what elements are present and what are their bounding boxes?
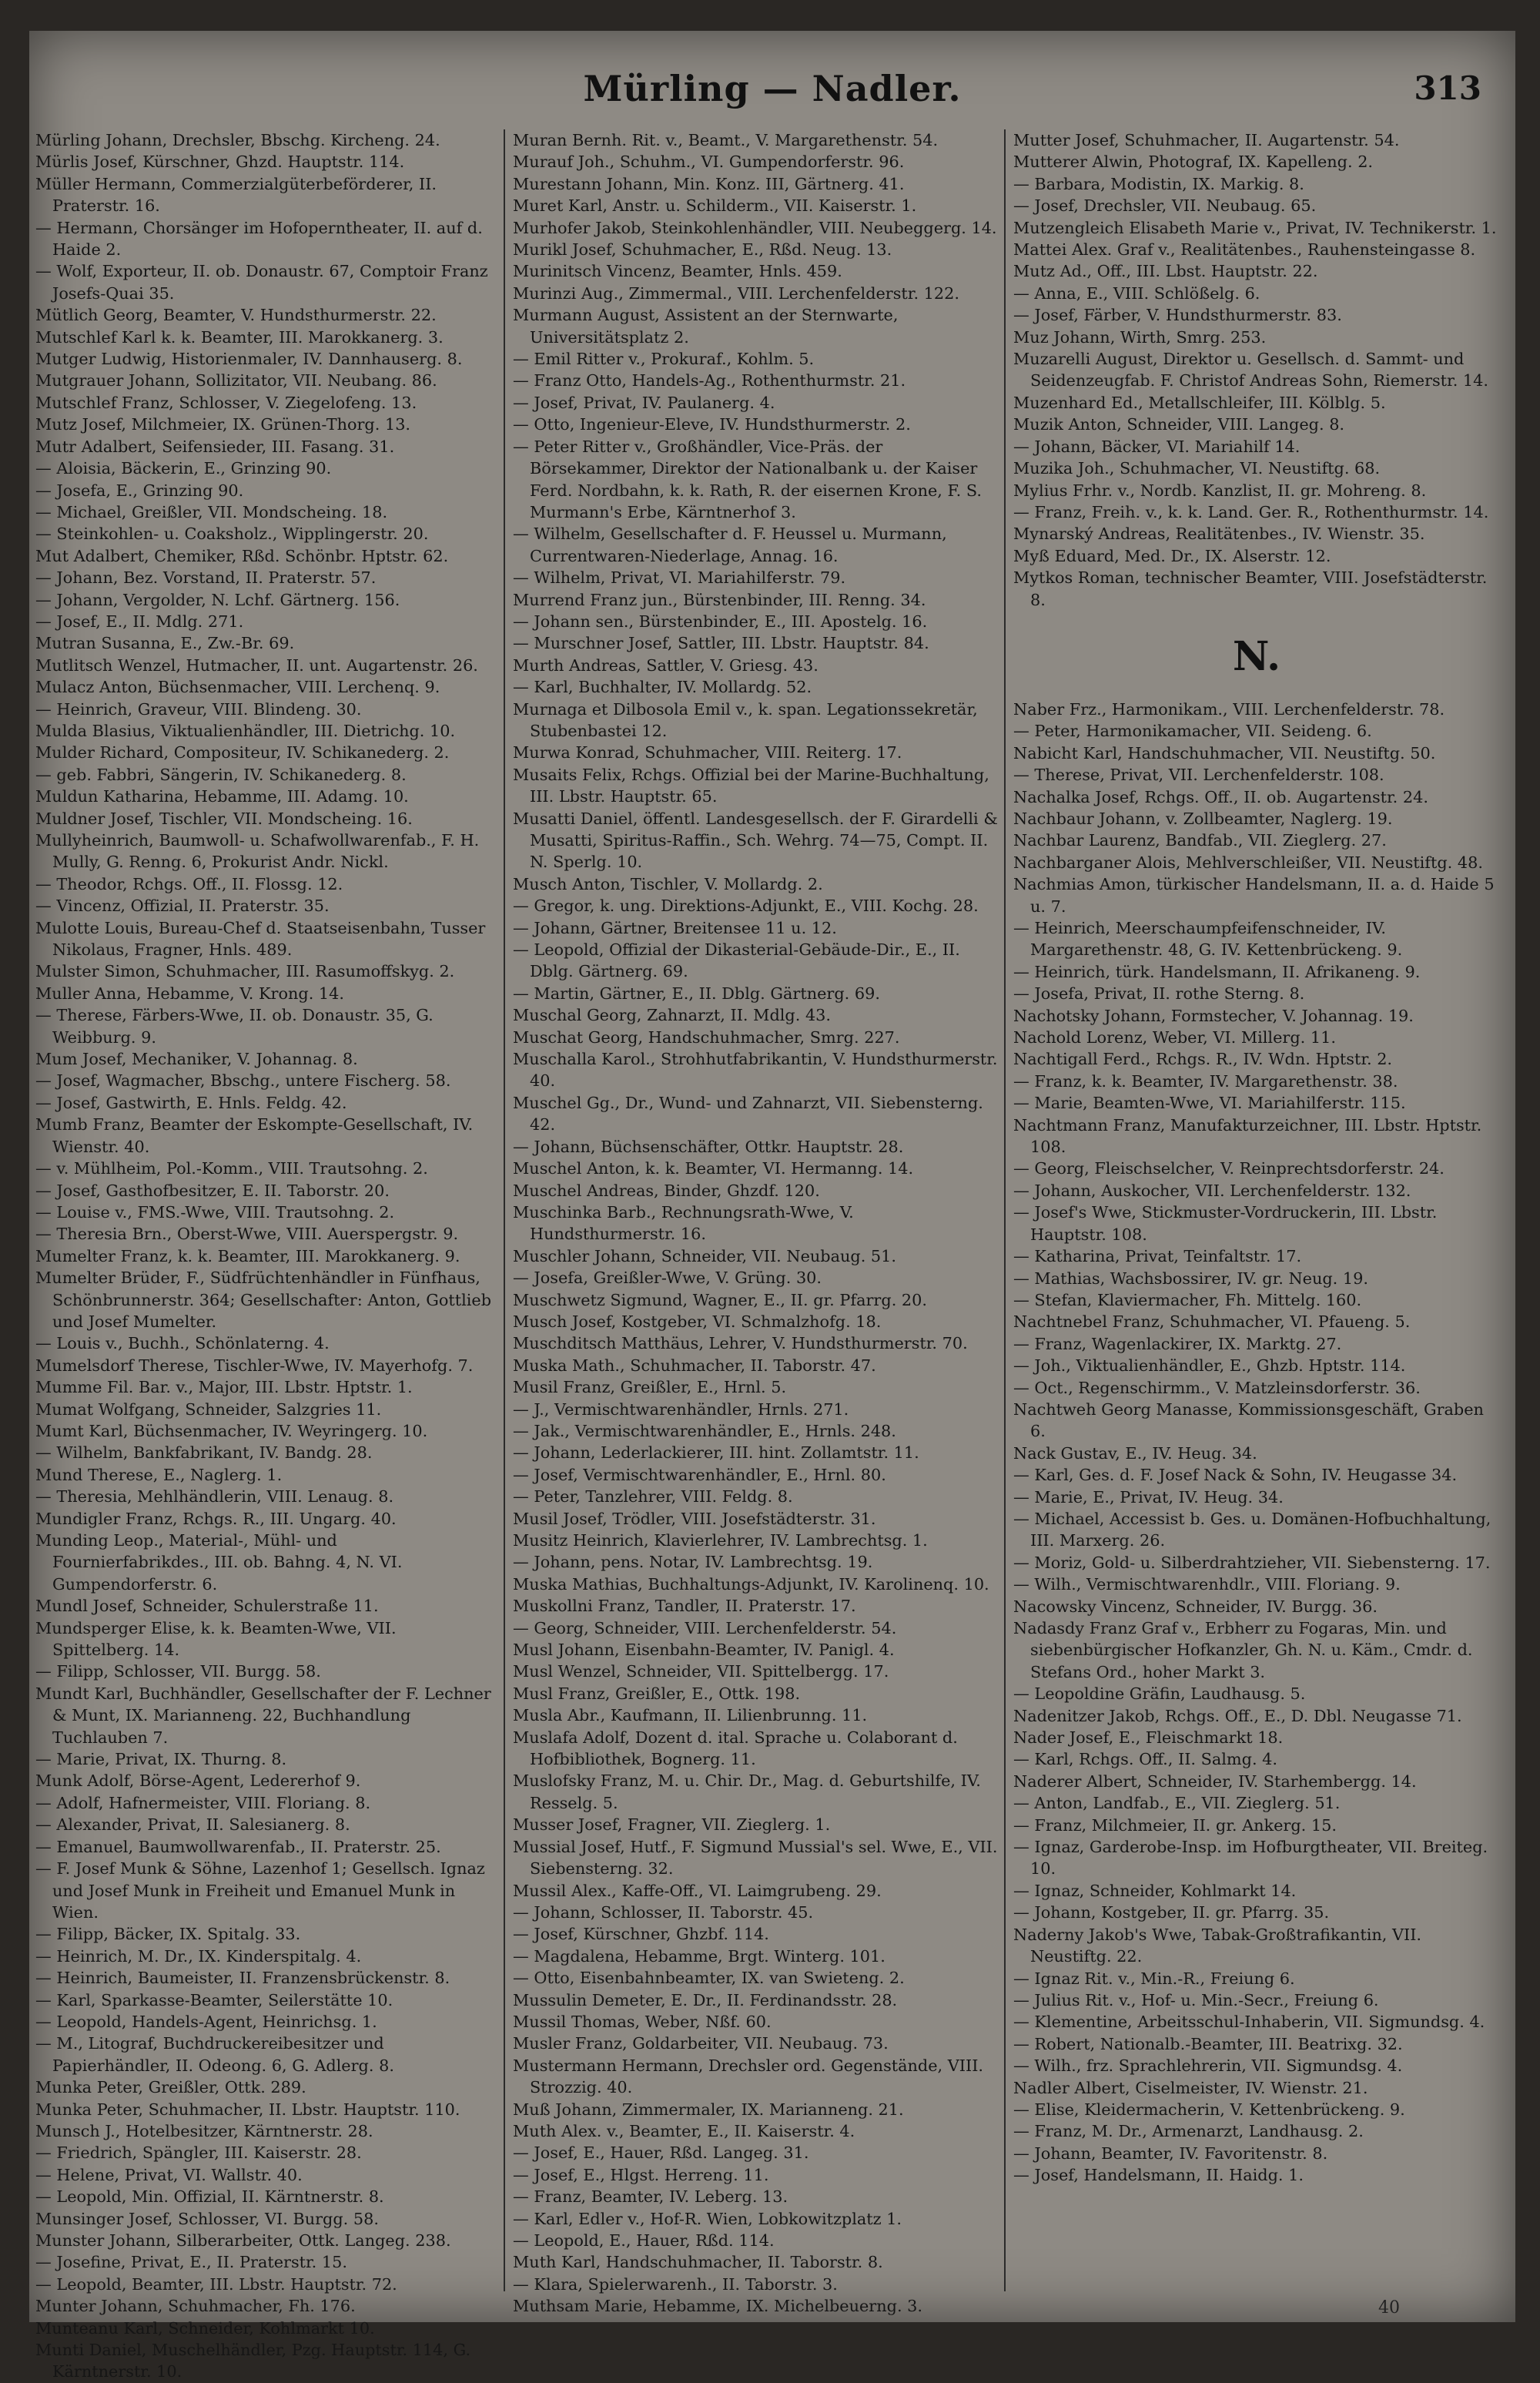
directory-entry: Mumt Karl, Büchsenmacher, IV. Weyringerg. 10. [35,1421,428,1440]
directory-entry: — Mathias, Wachsbossirer, IV. gr. Neug. 19. [1013,1269,1368,1288]
directory-entry: — Josefa, Privat, II. rothe Sterng. 8. [1013,984,1305,1004]
directory-entry: Mulster Simon, Schuhmacher, III. Rasumoffskyg. 2. [35,962,455,981]
directory-entry: Muska Mathias, Buchhaltungs-Adjunkt, IV. Karolinenq. 10. [513,1574,989,1594]
directory-entry: Mundigler Franz, Rchgs. R., III. Ungarg. 40. [35,1509,397,1528]
directory-entry: — Karl, Sparkasse-Beamter, Seilerstätte 10. [35,1990,393,2009]
directory-entry: Mutschlef Karl k. k. Beamter, III. Marokkanerg. 3. [35,327,444,347]
directory-entry: — Joh., Viktualienhändler, E., Ghzb. Hptstr. 114. [1013,1356,1406,1376]
directory-entry: — M., Litograf, Buchdruckereibesitzer und Papierhändler, II. Odeong. 6, G. Adlerg. 8. [35,2034,394,2075]
directory-entry: Munk Adolf, Börse-Agent, Ledererhof 9. [35,1771,361,1791]
directory-entry: — Julius Rit. v., Hof- u. Min.-Secr., Freiung 6. [1013,1990,1379,2009]
directory-entry: — Marie, Privat, IX. Thurng. 8. [35,1750,287,1769]
directory-entry: Mussil Alex., Kaffe-Off., VI. Laimgrubeng. 29. [513,1881,882,1900]
directory-entry: Munsch J., Hotelbesitzer, Kärntnerstr. 28. [35,2121,373,2140]
directory-entry: Murmann August, Assistent an der Sternwarte, Universitätsplatz 2. [513,306,899,347]
directory-entry: — Wilh., Vermischtwarenhdlr., VIII. Floriang. 9. [1013,1575,1401,1594]
directory-entry: Muska Math., Schuhmacher, II. Taborstr. 47. [513,1356,876,1375]
directory-entry: — Johann, Schlosser, II. Taborstr. 45. [513,1902,814,1922]
directory-entry: Mylius Frhr. v., Nordb. Kanzlist, II. gr. Mohreng. 8. [1013,481,1427,500]
directory-entry: Musch Josef, Kostgeber, VI. Schmalzhofg. 18. [513,1312,882,1331]
page-header [29,68,1515,122]
directory-entry: — F. Josef Munk & Söhne, Lazenhof 1; Gesellsch. Ignaz und Josef Munk in Freiheit und Emanuel Munk in Wien. [35,1859,485,1922]
directory-entry: Muzika Joh., Schuhmacher, VI. Neustiftg. 68. [1013,459,1381,478]
directory-entry: Nadler Albert, Ciselmeister, IV. Wienstr. 21. [1013,2078,1368,2097]
directory-entry: — Heinrich, Meerschaumpfeifenschneider, IV. Margarethenstr. 48, G. IV. Kettenbrückeng. 9. [1013,919,1403,960]
directory-entry: Mum Josef, Mechaniker, V. Johannag. 8. [35,1050,358,1069]
directory-entry: Murinzi Aug., Zimmermal., VIII. Lerchenfelderstr. 122. [513,283,959,303]
directory-entry: Muzenhard Ed., Metallschleifer, III. Kölblg. 5. [1013,393,1386,412]
directory-entry: — Josef, Privat, IV. Paulanerg. 4. [513,393,775,412]
directory-entry: — Elise, Kleidermacherin, V. Kettenbrückeng. 9. [1013,2100,1405,2119]
directory-entry: — Theresia, Mehlhändlerin, VIII. Lenaug. 8. [35,1487,394,1507]
column-rule-1 [504,129,505,2291]
directory-entry: — Josef, Drechsler, VII. Neubaug. 65. [1013,196,1317,216]
directory-entry: Munteanu Karl, Schneider, Kohlmarkt 10. [35,2318,375,2338]
directory-entry: — Josef, Gasthofbesitzer, E. II. Taborstr. 20. [35,1181,390,1200]
directory-entry: Musil Franz, Greißler, E., Hrnl. 5. [513,1378,787,1397]
directory-entry: Musaits Felix, Rchgs. Offizial bei der Marine-Buchhaltung, III. Lbstr. Hauptstr. 65. [513,765,989,806]
directory-entry: Nachbarganer Alois, Mehlverschleißer, VII. Neustiftg. 48. [1013,853,1483,872]
directory-entry: Muschal Georg, Zahnarzt, II. Mdlg. 43. [513,1006,832,1025]
directory-entry: — J., Vermischtwarenhändler, Hrnls. 271. [513,1399,849,1419]
directory-entry: Naber Frz., Harmonikam., VIII. Lerchenfelderstr. 78. [1013,699,1445,719]
directory-entry: Muschinka Barb., Rechnungsrath-Wwe, V. Hundsthurmerstr. 16. [513,1202,854,1244]
directory-entry: Mutz Josef, Milchmeier, IX. Grünen-Thorg. 13. [35,415,411,434]
directory-entry: — Filipp, Bäcker, IX. Spitalg. 33. [35,1925,301,1944]
directory-entry: — Johann sen., Bürstenbinder, E., III. Apostelg. 16. [513,612,928,631]
directory-entry: Murinitsch Vincenz, Beamter, Hnls. 459. [513,262,842,281]
directory-entry: Mutlitsch Wenzel, Hutmacher, II. unt. Augartenstr. 26. [35,655,478,675]
directory-entry: — Johann, Auskocher, VII. Lerchenfelderstr. 132. [1013,1181,1411,1200]
directory-entry: Mussial Josef, Hutf., F. Sigmund Mussial's sel. Wwe, E., VII. Siebensterng. 32. [513,1837,998,1879]
directory-entry: Nadasdy Franz Graf v., Erbherr zu Fogaras, Min. und siebenbürgischer Hofkanzler, Gh. N. u. Käm., Cmdr. d. Stefans Ord., hoher Markt 3. [1013,1619,1473,1681]
directory-entry: — Josef, Färber, V. Hundsthurmerstr. 83. [1013,306,1342,325]
directory-entry: Mundsperger Elise, k. k. Beamten-Wwe, VII. Spittelberg. 14. [35,1618,397,1660]
directory-entry: Musch Anton, Tischler, V. Mollardg. 2. [513,874,823,893]
directory-entry: Mumelter Brüder, F., Südfrüchtenhändler in Fünfhaus, Schönbrunnerstr. 364; Gesellschafter: Anton, Gottlieb und Josef Mumelter. [35,1269,492,1331]
directory-entry: — Karl, Rchgs. Off., II. Salmg. 4. [1013,1750,1278,1769]
directory-entry: Muldner Josef, Tischler, VII. Mondscheing. 16. [35,809,413,828]
directory-entry: Muz Johann, Wirth, Smrg. 253. [1013,327,1267,347]
directory-entry: — Peter, Harmonikamacher, VII. Seideng. 6. [1013,722,1372,741]
directory-entry: — Franz, k. k. Beamter, IV. Margarethenstr. 38. [1013,1071,1398,1091]
directory-entry: Musatti Daniel, öffentl. Landesgesellsch. der F. Girardelli & Musatti, Spiritus-Raffin., Sch. Wehrg. 74—75, Compt. II. N. Sperlg. 10. [513,809,998,872]
directory-entry: — Marie, E., Privat, IV. Heug. 34. [1013,1487,1284,1507]
directory-entry: Musser Josef, Fragner, VII. Zieglerg. 1. [513,1815,831,1835]
directory-entry: — Barbara, Modistin, IX. Markig. 8. [1013,174,1304,193]
directory-entry: Munter Johann, Schuhmacher, Fh. 176. [35,2297,356,2316]
directory-entry: Murestann Johann, Min. Konz. III, Gärtnerg. 41. [513,174,905,193]
directory-entry: — Josefa, Greißler-Wwe, V. Grüng. 30. [513,1269,822,1288]
directory-entry: Muthsam Marie, Hebamme, IX. Michelbeuerng. 3. [513,2297,923,2316]
directory-page [29,31,1515,2381]
directory-entry: Mütlich Georg, Beamter, V. Hundsthurmerstr. 22. [35,306,437,325]
directory-entry: Mumb Franz, Beamter der Eskompte-Gesellschaft, IV. Wienstr. 40. [35,1115,474,1156]
running-head: Mürling — Nadler. [583,68,962,109]
directory-entry: Mullyheinrich, Baumwoll- u. Schafwollwarenfab., F. H. Mully, G. Renng. 6, Prokurist Andr. Nickl. [35,831,480,872]
directory-entry: Musl Wenzel, Schneider, VII. Spittelbergg. 17. [513,1662,889,1681]
directory-entry: Muskollni Franz, Tandler, II. Praterstr. 17. [513,1597,856,1616]
directory-entry: Mutz Ad., Off., III. Lbst. Hauptstr. 22. [1013,262,1318,281]
directory-entry: — Josef, E., II. Mdlg. 271. [35,612,244,631]
directory-entry: Nachold Lorenz, Weber, VI. Millerg. 11. [1013,1028,1336,1047]
directory-entry: Mussil Thomas, Weber, Nßf. 60. [513,2012,772,2031]
directory-entry: Musler Franz, Goldarbeiter, VII. Neubaug. 73. [513,2034,889,2053]
column-3-entries-n [1013,699,1500,2187]
directory-entry: Naderer Albert, Schneider, IV. Starhembergg. 14. [1013,1771,1417,1791]
directory-entry: — Wilhelm, Bankfabrikant, IV. Bandg. 28. [35,1443,373,1463]
directory-entry: Murth Andreas, Sattler, V. Griesg. 43. [513,655,819,675]
directory-entry: — Wolf, Exporteur, II. ob. Donaustr. 67, Comptoir Franz Josefs-Quai 35. [35,262,488,303]
directory-entry: Muschat Georg, Handschuhmacher, Smrg. 227. [513,1027,900,1047]
directory-entry: — v. Mühlheim, Pol.-Komm., VIII. Trautsohng. 2. [35,1159,428,1178]
directory-entry: Nachtmann Franz, Manufakturzeichner, III. Lbstr. Hptstr. 108. [1013,1115,1482,1157]
directory-entry: — Franz, Milchmeier, II. gr. Ankerg. 15. [1013,1815,1337,1835]
directory-entry: — Josef, Wagmacher, Bbschg., untere Fischerg. 58. [35,1071,451,1091]
directory-entry: — Adolf, Hafnermeister, VIII. Floriang. 8. [35,1793,371,1812]
directory-entry: — Wilh., frz. Sprachlehrerin, VII. Sigmundsg. 4. [1013,2056,1403,2076]
directory-entry: Munka Peter, Greißler, Ottk. 289. [35,2078,306,2097]
directory-entry: — Helene, Privat, VI. Wallstr. 40. [35,2165,303,2184]
directory-entry: Munding Leop., Material-, Mühl- und Fournierfabrikdes., III. ob. Bahng. 4, N. VI. Gumpendorferstr. 6. [35,1531,403,1594]
directory-entry: Muran Bernh. Rit. v., Beamt., V. Margarethenstr. 54. [513,131,939,149]
directory-entry: Nacowsky Vincenz, Schneider, IV. Burgg. 36. [1013,1597,1378,1616]
directory-entry: Mynarský Andreas, Realitätenbes., IV. Wienstr. 35. [1013,525,1425,544]
directory-entry: — Theodor, Rchgs. Off., II. Flossg. 12. [35,874,343,893]
directory-entry: — Klara, Spielerwarenh., II. Taborstr. 3. [513,2274,838,2294]
directory-entry: Nachbar Laurenz, Bandfab., VII. Zieglerg. 27. [1013,831,1387,850]
directory-entry: Munsinger Josef, Schlosser, VI. Burgg. 58. [35,2209,379,2228]
directory-entry: Mussulin Demeter, E. Dr., II. Ferdinandsstr. 28. [513,1990,898,2009]
directory-entry: — Katharina, Privat, Teinfaltstr. 17. [1013,1247,1302,1266]
directory-entry: — Johann, Lederlackierer, III. hint. Zollamtstr. 11. [513,1443,919,1463]
directory-entry: Nachtweh Georg Manasse, Kommissionsgeschäft, Graben 6. [1013,1399,1484,1441]
directory-entry: — geb. Fabbri, Sängerin, IV. Schikanederg. 8. [35,765,407,784]
directory-entry: — Friedrich, Spängler, III. Kaiserstr. 28. [35,2143,362,2163]
directory-entry: Nachbaur Johann, v. Zollbeamter, Naglerg. 19. [1013,809,1393,828]
directory-entry: — Peter, Tanzlehrer, VIII. Feldg. 8. [513,1487,793,1507]
directory-entry: Muschwetz Sigmund, Wagner, E., II. gr. Pfarrg. 20. [513,1290,927,1309]
directory-entry: Nachotsky Johann, Formstecher, V. Johannag. 19. [1013,1006,1414,1025]
directory-entry: — Josef, Handelsmann, II. Haidg. 1. [1013,2166,1304,2185]
directory-entry: Murikl Josef, Schuhmacher, E., Rßd. Neug. 13. [513,240,892,260]
directory-entry: Mumelsdorf Therese, Tischler-Wwe, IV. Mayerhofg. 7. [35,1356,474,1375]
directory-entry: Müller Hermann, Commerzialgüterbeförderer, II. Praterstr. 16. [35,174,437,216]
directory-entry: — Robert, Nationalb.-Beamter, III. Beatrixg. 32. [1013,2034,1403,2053]
directory-entry: — Emil Ritter v., Prokuraf., Kohlm. 5. [513,350,815,369]
directory-entry: Muschalla Karol., Strohhutfabrikantin, V. Hundsthurmerstr. 40. [513,1050,998,1091]
directory-entry: — Leopold, E., Hauer, Rßd. 114. [513,2231,775,2250]
directory-entry: Munti Daniel, Muschelhändler, Pzg. Hauptstr. 114, G. Kärntnerstr. 10. [35,2341,471,2381]
directory-entry: — Leopold, Min. Offizial, II. Kärntnerstr. 8. [35,2187,384,2207]
directory-entry: — Karl, Ges. d. F. Josef Nack & Sohn, IV. Heugasse 34. [1013,1466,1458,1485]
directory-entry: — Franz, Wagenlackirer, IX. Marktg. 27. [1013,1334,1342,1353]
directory-entry: — Anna, E., VIII. Schlößelg. 6. [1013,283,1260,303]
directory-entry: Mumat Wolfgang, Schneider, Salzgries 11. [35,1399,382,1419]
directory-entry: — Johann, Beamter, IV. Favoritenstr. 8. [1013,2143,1328,2163]
directory-entry: Nack Gustav, E., IV. Heug. 34. [1013,1443,1257,1463]
directory-entry: — Josef's Wwe, Stickmuster-Vordruckerin, III. Lbstr. Hauptstr. 108. [1013,1203,1438,1244]
directory-entry: — Wilhelm, Privat, VI. Mariahilferstr. 79. [513,568,846,588]
directory-entry: — Klementine, Arbeitsschul-Inhaberin, VII. Sigmundsg. 4. [1013,2013,1485,2032]
directory-entry: Mattei Alex. Graf v., Realitätenbes., Rauhensteingasse 8. [1013,240,1476,260]
directory-entry: — Karl, Edler v., Hof-R. Wien, Lobkowitzplatz 1. [513,2209,902,2228]
directory-entry: — Filipp, Schlosser, VII. Burgg. 58. [35,1662,321,1681]
directory-entry: — Josef, Vermischtwarenhändler, E., Hrnl. 80. [513,1465,886,1484]
directory-entry: Nachtnebel Franz, Schuhmacher, VI. Pfaueng. 5. [1013,1312,1411,1332]
directory-entry: Mumelter Franz, k. k. Beamter, III. Marokkanerg. 9. [35,1246,460,1265]
directory-entry: — Magdalena, Hebamme, Brgt. Winterg. 101. [513,1946,886,1966]
directory-entry: Mulder Richard, Compositeur, IV. Schikanederg. 2. [35,743,450,762]
directory-entry: — Wilhelm, Gesellschafter d. F. Heussel u. Murmann, Currentwaren-Niederlage, Annag. 16. [513,525,947,565]
directory-entry: Mutgrauer Johann, Sollizitator, VII. Neubang. 86. [35,371,437,390]
directory-entry: — Jak., Vermischtwarenhändler, E., Hrnls. 248. [513,1421,896,1440]
directory-entry: — Franz, M. Dr., Armenarzt, Landhausg. 2. [1013,2122,1364,2141]
directory-entry: Muschel Gg., Dr., Wund- und Zahnarzt, VII. Siebensterng. 42. [513,1093,983,1135]
directory-entry: — Aloisia, Bäckerin, E., Grinzing 90. [35,459,332,478]
directory-entry: Nabicht Karl, Handschuhmacher, VII. Neustiftg. 50. [1013,743,1436,762]
directory-entry: — Heinrich, M. Dr., IX. Kinderspitalg. 4. [35,1946,362,1966]
directory-entry: — Johann, Vergolder, N. Lchf. Gärtnerg. 156. [35,590,400,609]
directory-entry: Muschler Johann, Schneider, VII. Neubaug. 51. [513,1246,896,1265]
directory-entry: — Marie, Beamten-Wwe, VI. Mariahilferstr. 115. [1013,1094,1406,1113]
directory-entry: Mundl Josef, Schneider, Schulerstraße 11. [35,1597,379,1616]
column-1 [35,129,497,2381]
directory-entry: Mutr Adalbert, Seifensieder, III. Fasang. 31. [35,437,395,456]
directory-entry: Mundt Karl, Buchhändler, Gesellschafter der F. Lechner & Munt, IX. Marianneng. 22, Buchhandlung Tuchlauben 7. [35,1684,491,1747]
directory-entry: — Josef, E., Hauer, Rßd. Langeg. 31. [513,2143,809,2163]
directory-entry: — Moriz, Gold- u. Silberdrahtzieher, VII. Siebensterng. 17. [1013,1553,1491,1572]
directory-entry: — Louis v., Buchh., Schönlaterng. 4. [35,1334,330,1353]
directory-entry: — Stefan, Klaviermacher, Fh. Mittelg. 160. [1013,1290,1362,1309]
directory-entry: Nachtigall Ferd., Rchgs. R., IV. Wdn. Hptstr. 2. [1013,1050,1393,1069]
directory-entry: Mulacz Anton, Büchsenmacher, VIII. Lerchenq. 9. [35,678,440,697]
signature-mark: 40 [1378,2298,1400,2318]
directory-entry: — Otto, Ingenieur-Eleve, IV. Hundsthurmerstr. 2. [513,415,911,434]
column-2 [513,129,998,2316]
column-3 [1013,129,1500,2299]
directory-entry: — Johann, Bäcker, VI. Mariahilf 14. [1013,437,1301,456]
directory-entry: Murrend Franz jun., Bürstenbinder, III. Renng. 34. [513,590,926,609]
directory-entry: Musl Johann, Eisenbahn-Beamter, IV. Panigl. 4. [513,1641,895,1660]
directory-entry: Munka Peter, Schuhmacher, II. Lbstr. Hauptstr. 110. [35,2100,460,2119]
directory-entry: Muller Anna, Hebamme, V. Krong. 14. [35,984,345,1003]
directory-entry: Mutzengleich Elisabeth Marie v., Privat, IV. Technikerstr. 1. [1013,218,1497,237]
directory-entry: Muslofsky Franz, M. u. Chir. Dr., Mag. d. Geburtshilfe, IV. Resselg. 5. [513,1771,981,1812]
directory-entry: — Franz, Freih. v., k. k. Land. Ger. R., Rothenthurmstr. 14. [1013,502,1489,521]
directory-entry: Musitz Heinrich, Klavierlehrer, IV. Lambrechtsg. 1. [513,1531,928,1550]
directory-entry: — Emanuel, Baumwollwarenfab., II. Praterstr. 25. [35,1837,441,1856]
directory-entry: Mürling Johann, Drechsler, Bbschg. Kircheng. 24. [35,131,440,149]
page-number: 313 [1414,69,1481,107]
directory-entry: Murhofer Jakob, Steinkohlenhändler, VIII. Neubeggerg. 14. [513,218,997,237]
column-rule-2 [1004,129,1006,2291]
directory-entry: Munster Johann, Silberarbeiter, Ottk. Langeg. 238. [35,2231,451,2250]
directory-entry: Muß Johann, Zimmermaler, IX. Marianneng. 21. [513,2100,904,2119]
directory-entry: — Gregor, k. ung. Direktions-Adjunkt, E., VIII. Kochg. 28. [513,897,979,916]
directory-entry: — Ignaz, Garderobe-Insp. im Hofburgtheater, VII. Breiteg. 10. [1013,1838,1488,1879]
directory-entry: — Michael, Greißler, VII. Mondscheing. 18. [35,502,388,521]
directory-entry: — Johann, pens. Notar, IV. Lambrechtsg. 19. [513,1553,873,1572]
directory-entry: Musl Franz, Greißler, E., Ottk. 198. [513,1684,801,1703]
column-3-entries-m [1013,129,1500,611]
directory-entry: Nachmias Amon, türkischer Handelsmann, II. a. d. Haide 5 u. 7. [1013,875,1495,916]
directory-entry: — Martin, Gärtner, E., II. Dblg. Gärtnerg. 69. [513,984,880,1003]
directory-entry: — Louise v., FMS.-Wwe, VIII. Trautsohng. 2. [35,1202,395,1222]
directory-entry: — Johann, Büchsenschäfter, Ottkr. Hauptstr. 28. [513,1137,904,1156]
directory-entry: — Karl, Buchhalter, IV. Mollardg. 52. [513,678,812,697]
directory-entry: — Vincenz, Offizial, II. Praterstr. 35. [35,897,330,916]
directory-entry: — Leopold, Handels-Agent, Heinrichsg. 1. [35,2012,377,2031]
directory-entry: Mürlis Josef, Kürschner, Ghzd. Hauptstr. 114. [35,152,405,172]
directory-entry: Nader Josef, E., Fleischmarkt 18. [1013,1728,1284,1748]
directory-entry: — Josefa, E., Grinzing 90. [35,481,244,500]
directory-entry: — Leopold, Beamter, III. Lbstr. Hauptstr. 72. [35,2274,397,2294]
directory-entry: Muschel Andreas, Binder, Ghzdf. 120. [513,1181,820,1200]
directory-entry: Myß Eduard, Med. Dr., IX. Alserstr. 12. [1013,546,1331,565]
directory-entry: — Josef, Gastwirth, E. Hnls. Feldg. 42. [35,1093,347,1112]
directory-entry: — Josef, E., Hlgst. Herreng. 11. [513,2165,769,2184]
directory-entry: — Leopoldine Gräfin, Laudhausg. 5. [1013,1684,1306,1704]
directory-entry: — Murschner Josef, Sattler, III. Lbstr. Hauptstr. 84. [513,634,929,653]
directory-entry: Mustermann Hermann, Drechsler ord. Gegenstände, VIII. Strozzig. 40. [513,2056,984,2097]
directory-entry: — Michael, Accessist b. Ges. u. Domänen-Hofbuchhaltung, III. Marxerg. 26. [1013,1509,1491,1550]
directory-entry: Musil Josef, Trödler, VIII. Josefstädterstr. 31. [513,1509,876,1528]
directory-entry: — Franz Otto, Handels-Ag., Rothenthurmstr. 21. [513,371,906,390]
directory-entry: Mumme Fil. Bar. v., Major, III. Lbstr. Hptstr. 1. [35,1378,413,1397]
directory-entry: — Steinkohlen- u. Coaksholz., Wipplingerstr. 20. [35,525,429,544]
directory-entry: Mutran Susanna, E., Zw.-Br. 69. [35,634,295,653]
directory-entry: Mytkos Roman, technischer Beamter, VIII. Josefstädterstr. 8. [1013,568,1488,609]
directory-entry: Muth Karl, Handschuhmacher, II. Taborstr. 8. [513,2253,883,2272]
directory-entry: Muldun Katharina, Hebamme, III. Adamg. 10. [35,787,409,806]
directory-entry: Mutterer Alwin, Photograf, IX. Kapelleng. 2. [1013,152,1374,172]
directory-entry: — Heinrich, Baumeister, II. Franzensbrückenstr. 8. [35,1969,450,1988]
directory-entry: — Therese, Färbers-Wwe, II. ob. Donaustr. 35, G. Weibburg. 9. [35,1006,434,1047]
section-letter: N. [1232,632,1281,680]
directory-entry: — Heinrich, türk. Handelsmann, II. Afrikaneng. 9. [1013,962,1421,981]
directory-entry: — Josefine, Privat, E., II. Praterstr. 15. [35,2253,347,2272]
directory-entry: Mutter Josef, Schuhmacher, II. Augartenstr. 54. [1013,131,1400,149]
directory-entry: Mund Therese, E., Naglerg. 1. [35,1465,283,1484]
directory-entry: Murnaga et Dilbosola Emil v., k. span. Legationssekretär, Stubenbastei 12. [513,699,978,740]
directory-entry: Mulotte Louis, Bureau-Chef d. Staatseisenbahn, Tusser Nikolaus, Fragner, Hnls. 489. [35,918,486,960]
directory-entry: Nachalka Josef, Rchgs. Off., II. ob. Augartenstr. 24. [1013,787,1428,806]
directory-entry: — Leopold, Offizial der Dikasterial-Gebäude-Dir., E., II. Dblg. Gärtnerg. 69. [513,940,960,981]
directory-entry: — Heinrich, Graveur, VIII. Blindeng. 30. [35,699,362,719]
directory-entry: Muschditsch Matthäus, Lehrer, V. Hundsthurmerstr. 70. [513,1334,968,1353]
directory-entry: Musla Abr., Kaufmann, II. Lilienbrunng. 11. [513,1706,868,1725]
directory-entry: Muschel Anton, k. k. Beamter, VI. Hermanng. 14. [513,1159,914,1178]
directory-entry: — Peter Ritter v., Großhändler, Vice-Präs. der Börsekammer, Direktor der Nationalbank u. der Kaiser Ferd. Nordbahn, k. k. Rath, R. der eisernen Krone, F. S. Murmann's Erbe, Kärntnerhof 3. [513,437,983,521]
directory-entry: — Anton, Landfab., E., VII. Zieglerg. 51. [1013,1794,1341,1813]
directory-entry: — Johann, Gärtner, Breitensee 11 u. 12. [513,918,837,937]
directory-entry: Muth Alex. v., Beamter, E., II. Kaiserstr. 4. [513,2121,855,2140]
directory-entry: — Georg, Fleischselcher, V. Reinprechtsdorferstr. 24. [1013,1159,1445,1178]
directory-entry: — Otto, Eisenbahnbeamter, IX. van Swieteng. 2. [513,1969,905,1988]
directory-entry: Mutschlef Franz, Schlosser, V. Ziegelofeng. 13. [35,393,417,412]
directory-entry: — Hermann, Chorsänger im Hofoperntheater, II. auf d. Haide 2. [35,218,483,260]
directory-entry: — Ignaz Rit. v., Min.-R., Freiung 6. [1013,1969,1295,1988]
directory-entry: — Oct., Regenschirmm., V. Matzleinsdorferstr. 36. [1013,1378,1421,1397]
directory-entry: — Johann, Bez. Vorstand, II. Praterstr. 57. [35,568,377,588]
directory-entry: Mutger Ludwig, Historienmaler, IV. Dannhauserg. 8. [35,350,463,369]
directory-entry: — Josef, Kürschner, Ghzbf. 114. [513,1925,769,1944]
directory-entry: Muzik Anton, Schneider, VIII. Langeg. 8. [1013,415,1345,434]
directory-entry: — Theresia Brn., Oberst-Wwe, VIII. Auerspergstr. 9. [35,1225,459,1244]
directory-entry: — Alexander, Privat, II. Salesianerg. 8. [35,1815,350,1835]
directory-entry: — Ignaz, Schneider, Kohlmarkt 14. [1013,1881,1297,1900]
directory-entry: Murauf Joh., Schuhm., VI. Gumpendorferstr. 96. [513,152,905,172]
directory-entry: Muret Karl, Anstr. u. Schilderm., VII. Kaiserstr. 1. [513,196,917,216]
directory-entry: Mulda Blasius, Viktualienhändler, III. Dietrichg. 10. [35,721,456,740]
directory-entry: Naderny Jakob's Wwe, Tabak-Großtrafikantin, VII. Neustiftg. 22. [1013,1925,1422,1966]
directory-entry: — Johann, Kostgeber, II. gr. Pfarrg. 35. [1013,1903,1330,1922]
directory-entry: Nadenitzer Jakob, Rchgs. Off., E., D. Dbl. Neugasse 71. [1013,1706,1462,1725]
directory-entry: Mut Adalbert, Chemiker, Rßd. Schönbr. Hptstr. 62. [35,546,449,565]
directory-entry: Muslafa Adolf, Dozent d. ital. Sprache u. Colaborant d. Hofbibliothek, Bognerg. 11. [513,1728,958,1769]
directory-entry: — Georg, Schneider, VIII. Lerchenfelderstr. 54. [513,1618,897,1637]
directory-entry: Murwa Konrad, Schuhmacher, VIII. Reiterg. 17. [513,743,902,762]
directory-entry: Muzarelli August, Direktor u. Gesellsch. d. Sammt- und Seidenzeugfab. F. Christof Andreas Sohn, Riemerstr. 14. [1013,350,1488,390]
directory-entry: — Therese, Privat, VII. Lerchenfelderstr. 108. [1013,766,1384,785]
directory-entry: — Franz, Beamter, IV. Leberg. 13. [513,2187,788,2207]
